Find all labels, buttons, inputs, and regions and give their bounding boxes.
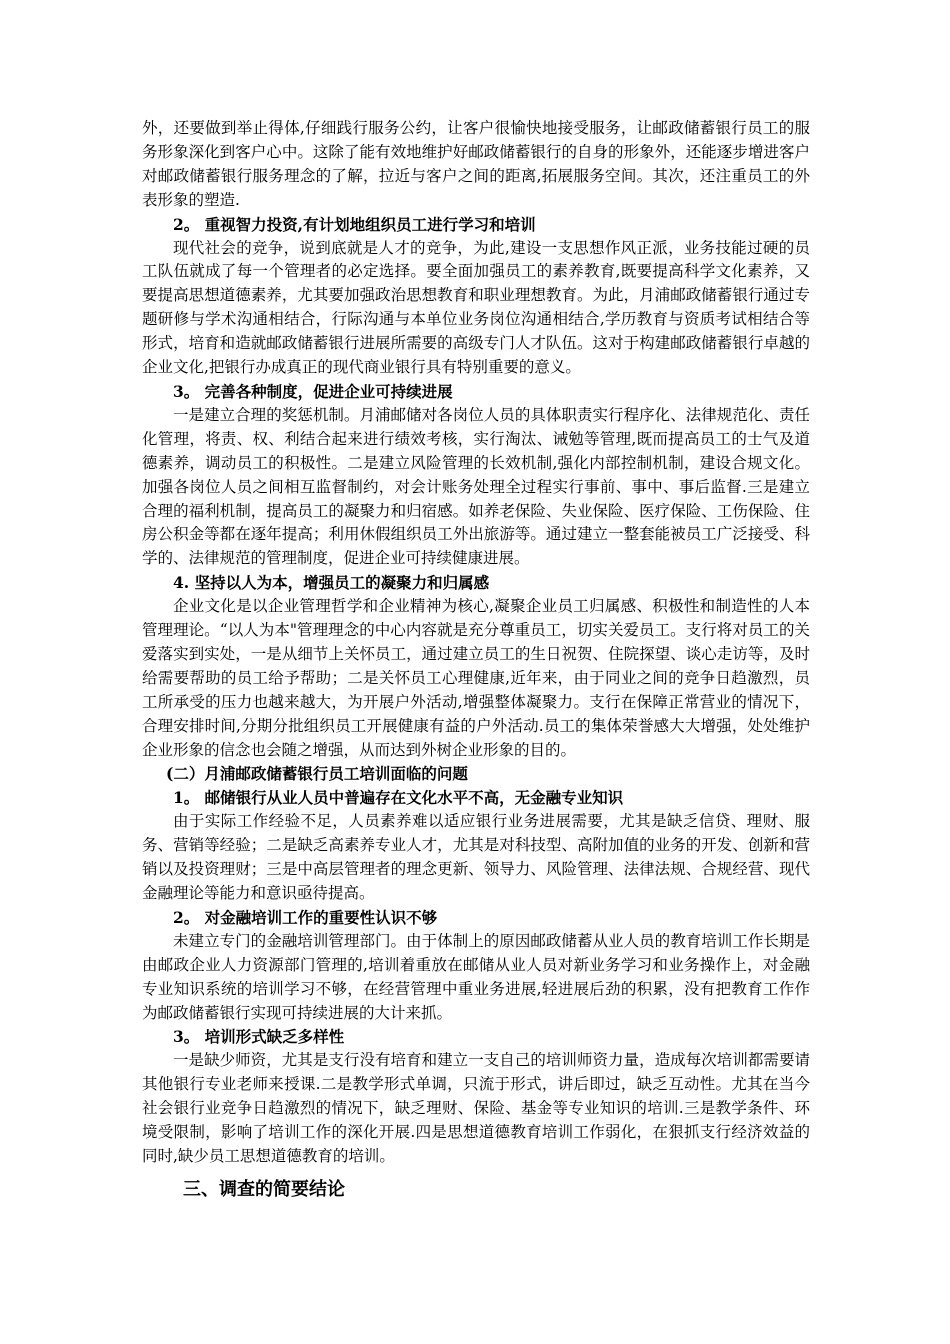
heading-training-problems: (二）月浦邮政储蓄银行员工培训面临的问题 bbox=[166, 764, 468, 784]
heading-education-level: 1。 邮储银行从业人员中普遍存在文化水平不高，无金融专业知识 bbox=[173, 788, 624, 808]
document-page bbox=[142, 117, 810, 1203]
heading-intellectual-investment: 2。 重视智力投资,有计划地组织员工进行学习和培训 bbox=[173, 214, 536, 234]
section-title-conclusion: 三、调查的简要结论 bbox=[183, 1178, 345, 1200]
heading-training-importance: 2。 对金融培训工作的重要性认识不够 bbox=[173, 907, 438, 927]
paragraph-lack-experience: 由于实际工作经验不足，人员素养难以适应银行业务进展需要，尤其是缺乏信贷、理财、服务、营销等经验；二是缺乏高素养专业人才，尤其是对科技型、高附加值的业务的开发、创新和营销以及投资理财；三是中高层管理者的理念更新、领导力、风险管理、法律法规、合规经营、现代金融理论等能力和意识亟待提高。 bbox=[142, 812, 810, 902]
heading-people-oriented: 4. 坚持以人为本，增强员工的凝聚力和归属感 bbox=[173, 573, 490, 593]
paragraph-training-department: 未建立专门的金融培训管理部门。由于体制上的原因邮政储蓄从业人员的教育培训工作长期是由邮政企业人力资源部门管理的,培训着重放在邮储从业人员对新业务学习和业务操作上，对金融专业知识系统的培训学习不够，在经营管理中重业务进展,轻进展后劲的积累，没有把教育工作作为邮政储蓄银行实现可持续进展的大计来抓。 bbox=[142, 931, 810, 1022]
heading-training-forms: 3。 培训形式缺乏多样性 bbox=[173, 1027, 345, 1047]
paragraph-talent-competition: 现代社会的竞争，说到底就是人才的竞争，为此,建设一支思想作风正派，业务技能过硬的员工队伍就成了每一个管理者的必定选择。要全面加强员工的素养教育,既要提高科学文化素养，又要提高思想道德素养，尤其要加强政治思想教育和职业理想教育。为此，月浦邮政储蓄银行通过专题研修与学术沟通相结合，行际沟通与本单位业务岗位沟通相结合,学历教育与资质考试相结合等形式，培育和造就邮政储蓄银行进展所需要的高级专门人才队伍。这对于构建邮政储蓄银行卓越的企业文化,把银行办成真正的现代商业银行具有特别重要的意义。 bbox=[142, 238, 810, 377]
paragraph-corporate-culture: 企业文化是以企业管理哲学和企业精神为核心,凝聚企业员工归属感、积极性和制造性的人本管理理论。“以人为本"管理理念的中心内容就是充分尊重员工，切实关爱员工。支行将对员工的关爱落实到实处，一是从细节上关怀员工，通过建立员工的生日祝贺、住院探望、谈心走访等，及时给需要帮助的员工给予帮助；二是关怀员工心理健康,近年来，由于同业之间的竞争日趋激烈，员工所承受的压力也越来越大，为开展户外活动,增强整体凝聚力。支行在保障正常营业的情况下，合理安排时间,分期分批组织员工开展健康有益的户外活动.员工的集体荣誉感大大增强，处处维护企业形象的信念也会随之增强，从而达到外树企业形象的目的。 bbox=[142, 597, 810, 759]
paragraph-incentive-mechanism: 一是建立合理的奖惩机制。月浦邮储对各岗位人员的具体职责实行程序化、法律规范化、责任化管理，将责、权、利结合起来进行绩效考核，实行淘汰、诫勉等管理,既而提高员工的士气及道德素养，调动员工的积极性。二是建立风险管理的长效机制,强化内部控制机制，建设合规文化。加强各岗位人员之间相互监督制约，对会计账务处理全过程实行事前、事中、事后监督.三是建立合理的福利机制，提高员工的凝聚力和归宿感。如养老保险、失业保险、医疗保险、工伤保险、住房公积金等都在逐年提高；利用休假组织员工外出旅游等。通过建立一整套能被员工广泛接受、科学的、法律规范的管理制度，促进企业可持续健康进展。 bbox=[142, 405, 810, 568]
heading-improve-systems: 3。 完善各种制度，促进企业可持续进展 bbox=[173, 381, 453, 401]
paragraph-service-image: 外，还要做到举止得体,仔细践行服务公约，让客户很愉快地接受服务，让邮政储蓄银行员工的服务形象深化到客户心中。这除了能有效地维护好邮政储蓄银行的自身的形象外，还能逐步增进客户对邮政储蓄银行服务理念的了解，拉近与客户之间的距离,拓展服务空间。其次，还注重员工的外表形象的塑造. bbox=[142, 119, 810, 209]
paragraph-lack-teachers: 一是缺少师资，尤其是支行没有培育和建立一支自己的培训师资力量，造成每次培训都需要请其他银行专业老师来授课.二是教学形式单调，只流于形式，讲后即过，缺乏互动性。尤其在当今社会银行业竞争日趋激烈的情况下，缺乏理财、保险、基金等专业知识的培训.三是教学条件、环境受限制，影响了培训工作的深化开展.四是思想道德教育培训工作弱化，在狠抓支行经济效益的同时,缺少员工思想道德教育的培训。 bbox=[142, 1051, 810, 1165]
